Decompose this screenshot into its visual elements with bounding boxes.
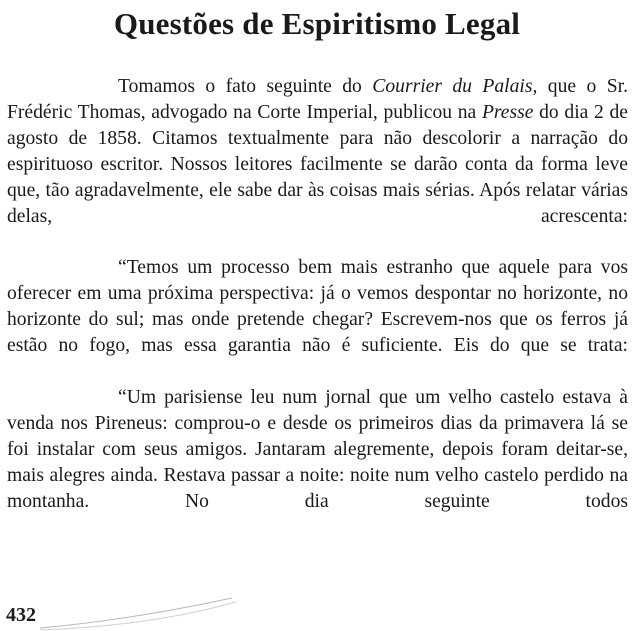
body-text — [7, 74, 628, 515]
publication-title-presse: Presse — [481, 101, 534, 123]
paragraph-1-text-b: , que o Sr. Frédéric Thomas, advogado na Corte Imperial, publicou na — [7, 76, 628, 123]
publication-title-courrier: Courrier du Palais — [372, 76, 533, 97]
paragraph-1-text-a: Tomamos o fato seguinte do — [118, 76, 373, 97]
paragraph-1 — [7, 74, 628, 229]
page-number: 432 — [6, 604, 36, 626]
paragraph-3: “Um parisiense leu num jornal que um velho castelo estava à venda nos Pireneus: comprou-o e desde os primeiros dias da primavera lá se foi instalar com seus amigos. Jantaram alegremente, depois foram deitar-se, mais alegres ainda. Restava passar a noite: noite num velho castelo perdido na montanha. No dia seguinte todos — [7, 387, 628, 512]
paragraph-gap — [7, 229, 628, 255]
page-corner-curve — [0, 596, 240, 631]
paragraph-1-text-c: do dia 2 de agosto de 1858. Citamos textualmente para não descolorir a narração do espirituoso escritor. Nossos leitores facilmente se darão conta da forma leve que, tão agradavelmente, ele sabe dar às coisas mais sérias. Após relatar várias delas, acrescenta: — [7, 101, 628, 227]
page-title: Questões de Espiritismo Legal — [113, 6, 521, 41]
paragraph-gap — [7, 359, 628, 385]
paragraph-2: “Temos um processo bem mais estranho que aquele para vos oferecer em uma próxima perspectiva: já o vemos despontar no horizonte, no horizonte do sul; mas onde pretende chegar? Escrevem-nos que os ferros já estão no fogo, mas essa garantia não é suficiente. Eis do que se trata: — [7, 257, 628, 357]
